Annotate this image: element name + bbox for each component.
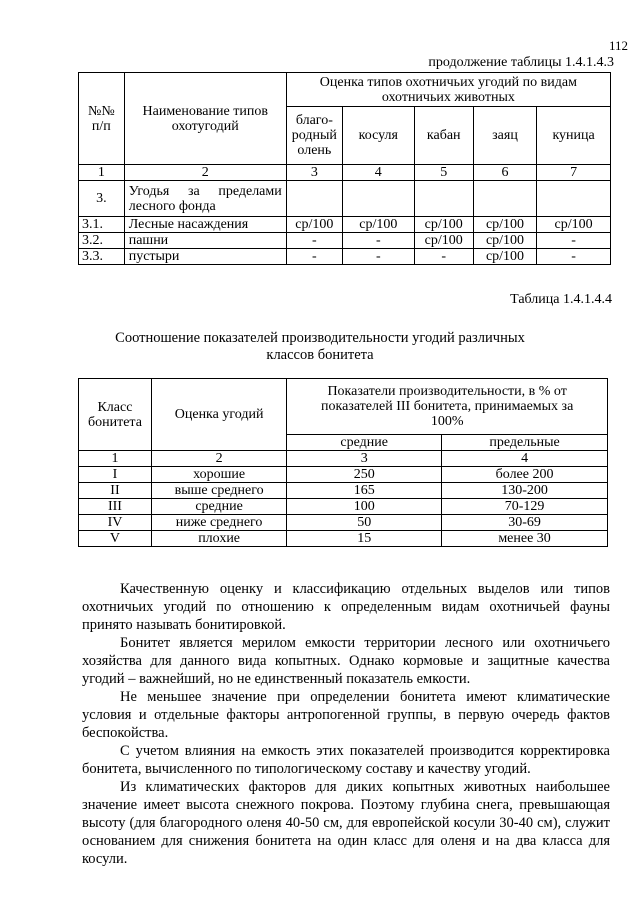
paragraph: С учетом влияния на емкость этих показателей производится корректировка бонитета, вычисленного по типологическому составу и качеству угодий. xyxy=(82,743,610,777)
index-cell: 3 xyxy=(286,165,342,181)
row-value xyxy=(342,181,414,217)
row-avg: 165 xyxy=(287,483,442,499)
row-rating: выше среднего xyxy=(151,483,286,499)
paragraph: Из климатических факторов для диких копытных животных наибольшее значение имеет высота снежного покрова. Поэтому глубина снега, превышающая высоту (для благородного оленя 40-50 см, для европейской косули 30-40 см), служит основанием для снижения бонитета на один класс для оленя и на два класса для косули. xyxy=(82,779,610,867)
row-class: I xyxy=(79,467,152,483)
row-num: 3.3. xyxy=(79,249,125,265)
table-continuation-label: продолжение таблицы 1.4.1.4.3 xyxy=(428,55,614,70)
header-limit: предельные xyxy=(442,435,608,451)
header-animal: заяц xyxy=(473,107,536,165)
header-animal: косуля xyxy=(342,107,414,165)
row-class: IV xyxy=(79,515,152,531)
row-value xyxy=(286,181,342,217)
row-value: - xyxy=(537,249,611,265)
row-rating: ниже среднего xyxy=(151,515,286,531)
row-value: - xyxy=(286,249,342,265)
body-text xyxy=(82,580,610,868)
header-animal: кабан xyxy=(414,107,473,165)
index-cell: 2 xyxy=(124,165,286,181)
row-value: ср/100 xyxy=(473,233,536,249)
row-avg: 100 xyxy=(287,499,442,515)
row-class: V xyxy=(79,531,152,547)
header-animal: благо-родный олень xyxy=(286,107,342,165)
header-productivity-group: Показатели производительности, в % от показателей III бонитета, принимаемых за 100% xyxy=(287,379,608,435)
row-value: ср/100 xyxy=(473,217,536,233)
index-cell: 6 xyxy=(473,165,536,181)
table-label: Таблица 1.4.1.4.4 xyxy=(510,292,612,307)
header-rating: Оценка угодий xyxy=(151,379,286,451)
hunting-grounds-table xyxy=(78,72,611,265)
header-avg: средние xyxy=(287,435,442,451)
row-value: - xyxy=(537,233,611,249)
row-value: ср/100 xyxy=(414,217,473,233)
row-class: III xyxy=(79,499,152,515)
row-class: II xyxy=(79,483,152,499)
table-row xyxy=(79,531,608,547)
paragraph: Качественную оценку и классификацию отдельных выделов или типов охотничьих угодий по отношению к определенным видам охотничьей фауны принято называть бонитировкой. xyxy=(82,581,610,633)
row-limit: 30-69 xyxy=(442,515,608,531)
row-name: Лесные насаждения xyxy=(124,217,286,233)
row-limit: более 200 xyxy=(442,467,608,483)
row-value: - xyxy=(342,249,414,265)
row-limit: менее 30 xyxy=(442,531,608,547)
row-value: - xyxy=(286,233,342,249)
index-cell: 1 xyxy=(79,451,152,467)
table-row xyxy=(79,499,608,515)
row-avg: 50 xyxy=(287,515,442,531)
row-num: 3. xyxy=(79,181,125,217)
row-value xyxy=(537,181,611,217)
index-row xyxy=(79,165,611,181)
table-row xyxy=(79,483,608,499)
row-limit: 130-200 xyxy=(442,483,608,499)
row-num: 3.2. xyxy=(79,233,125,249)
index-cell: 4 xyxy=(442,451,608,467)
row-avg: 15 xyxy=(287,531,442,547)
row-value: - xyxy=(342,233,414,249)
row-value xyxy=(473,181,536,217)
table-row xyxy=(79,467,608,483)
index-cell: 4 xyxy=(342,165,414,181)
index-cell: 2 xyxy=(151,451,286,467)
header-class: Класс бонитета xyxy=(79,379,152,451)
row-rating: плохие xyxy=(151,531,286,547)
row-value: ср/100 xyxy=(342,217,414,233)
row-value: ср/100 xyxy=(414,233,473,249)
index-cell: 1 xyxy=(79,165,125,181)
row-value xyxy=(414,181,473,217)
index-cell: 5 xyxy=(414,165,473,181)
row-value: ср/100 xyxy=(537,217,611,233)
header-animal: куница xyxy=(537,107,611,165)
row-avg: 250 xyxy=(287,467,442,483)
row-rating: хорошие xyxy=(151,467,286,483)
paragraph: Не меньшее значение при определении бонитета имеют климатические условия и отдельные факторы антропогенной группы, в первую очередь фактов беспокойства. xyxy=(82,689,610,741)
header-num: №№ п/п xyxy=(79,73,125,165)
header-ground-type: Наименование типов охотугодий xyxy=(124,73,286,165)
row-num: 3.1. xyxy=(79,217,125,233)
bonitet-table xyxy=(78,378,608,547)
row-name: пашни xyxy=(124,233,286,249)
table-row xyxy=(79,515,608,531)
row-name: пустыри xyxy=(124,249,286,265)
row-value: ср/100 xyxy=(286,217,342,233)
row-limit: 70-129 xyxy=(442,499,608,515)
table-row xyxy=(79,249,611,265)
row-rating: средние xyxy=(151,499,286,515)
index-row xyxy=(79,451,608,467)
row-value: - xyxy=(414,249,473,265)
table-title: Соотношение показателей производительности угодий различных классов бонитета xyxy=(115,330,525,363)
table-row xyxy=(79,181,611,217)
table-row xyxy=(79,233,611,249)
table-row xyxy=(79,217,611,233)
page-number: 112 xyxy=(608,38,628,53)
header-evaluation-group: Оценка типов охотничьих угодий по видам охотничьих животных xyxy=(286,73,610,107)
paragraph: Бонитет является мерилом емкости территории лесного или охотничьего хозяйства для данного вида копытных. Однако кормовые и защитные качества угодий – важнейший, но не единственный показатель емкости. xyxy=(82,635,610,687)
row-name: Угодья за пределами лесного фонда xyxy=(124,181,286,217)
row-value: ср/100 xyxy=(473,249,536,265)
index-cell: 3 xyxy=(287,451,442,467)
index-cell: 7 xyxy=(537,165,611,181)
